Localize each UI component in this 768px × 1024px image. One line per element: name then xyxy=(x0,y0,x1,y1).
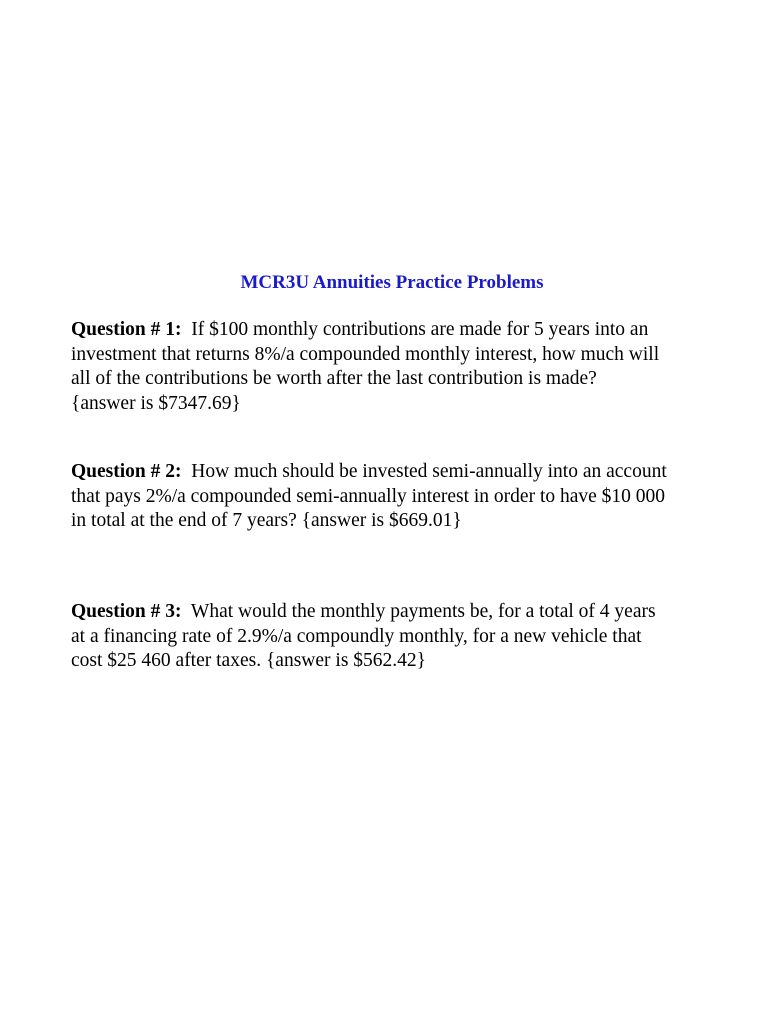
question-3 xyxy=(71,600,768,674)
question-text: in total at the end of 7 years? {answer is $669.01} xyxy=(71,510,462,531)
question-label: Question # 2: xyxy=(71,461,182,482)
question-line xyxy=(71,460,768,485)
question-text: If $100 monthly contributions are made for 5 years into an xyxy=(191,319,649,340)
question-text: What would the monthly payments be, for a total of 4 years xyxy=(190,601,656,622)
answer-text: {answer is $7347.69} xyxy=(71,392,241,414)
question-2 xyxy=(71,460,768,534)
question-text: all of the contributions be worth after the last contribution is made? xyxy=(71,368,597,389)
question-label: Question # 3: xyxy=(71,601,182,622)
question-line xyxy=(71,318,768,343)
question-text: that pays 2%/a compounded semi-annually interest in order to have $10 000 xyxy=(71,485,666,507)
question-1 xyxy=(71,318,768,416)
question-line xyxy=(71,600,768,625)
question-label: Question # 1: xyxy=(71,319,182,340)
question-text: cost $25 460 after taxes. {answer is $562.42} xyxy=(71,650,427,671)
document-title: MCR3U Annuities Practice Problems xyxy=(240,272,544,293)
question-text: How much should be invested semi-annually into an account xyxy=(191,461,667,482)
question-text: investment that returns 8%/a compounded monthly interest, how much will xyxy=(71,343,660,365)
question-text: at a financing rate of 2.9%/a compoundly monthly, for a new vehicle that xyxy=(71,625,642,647)
